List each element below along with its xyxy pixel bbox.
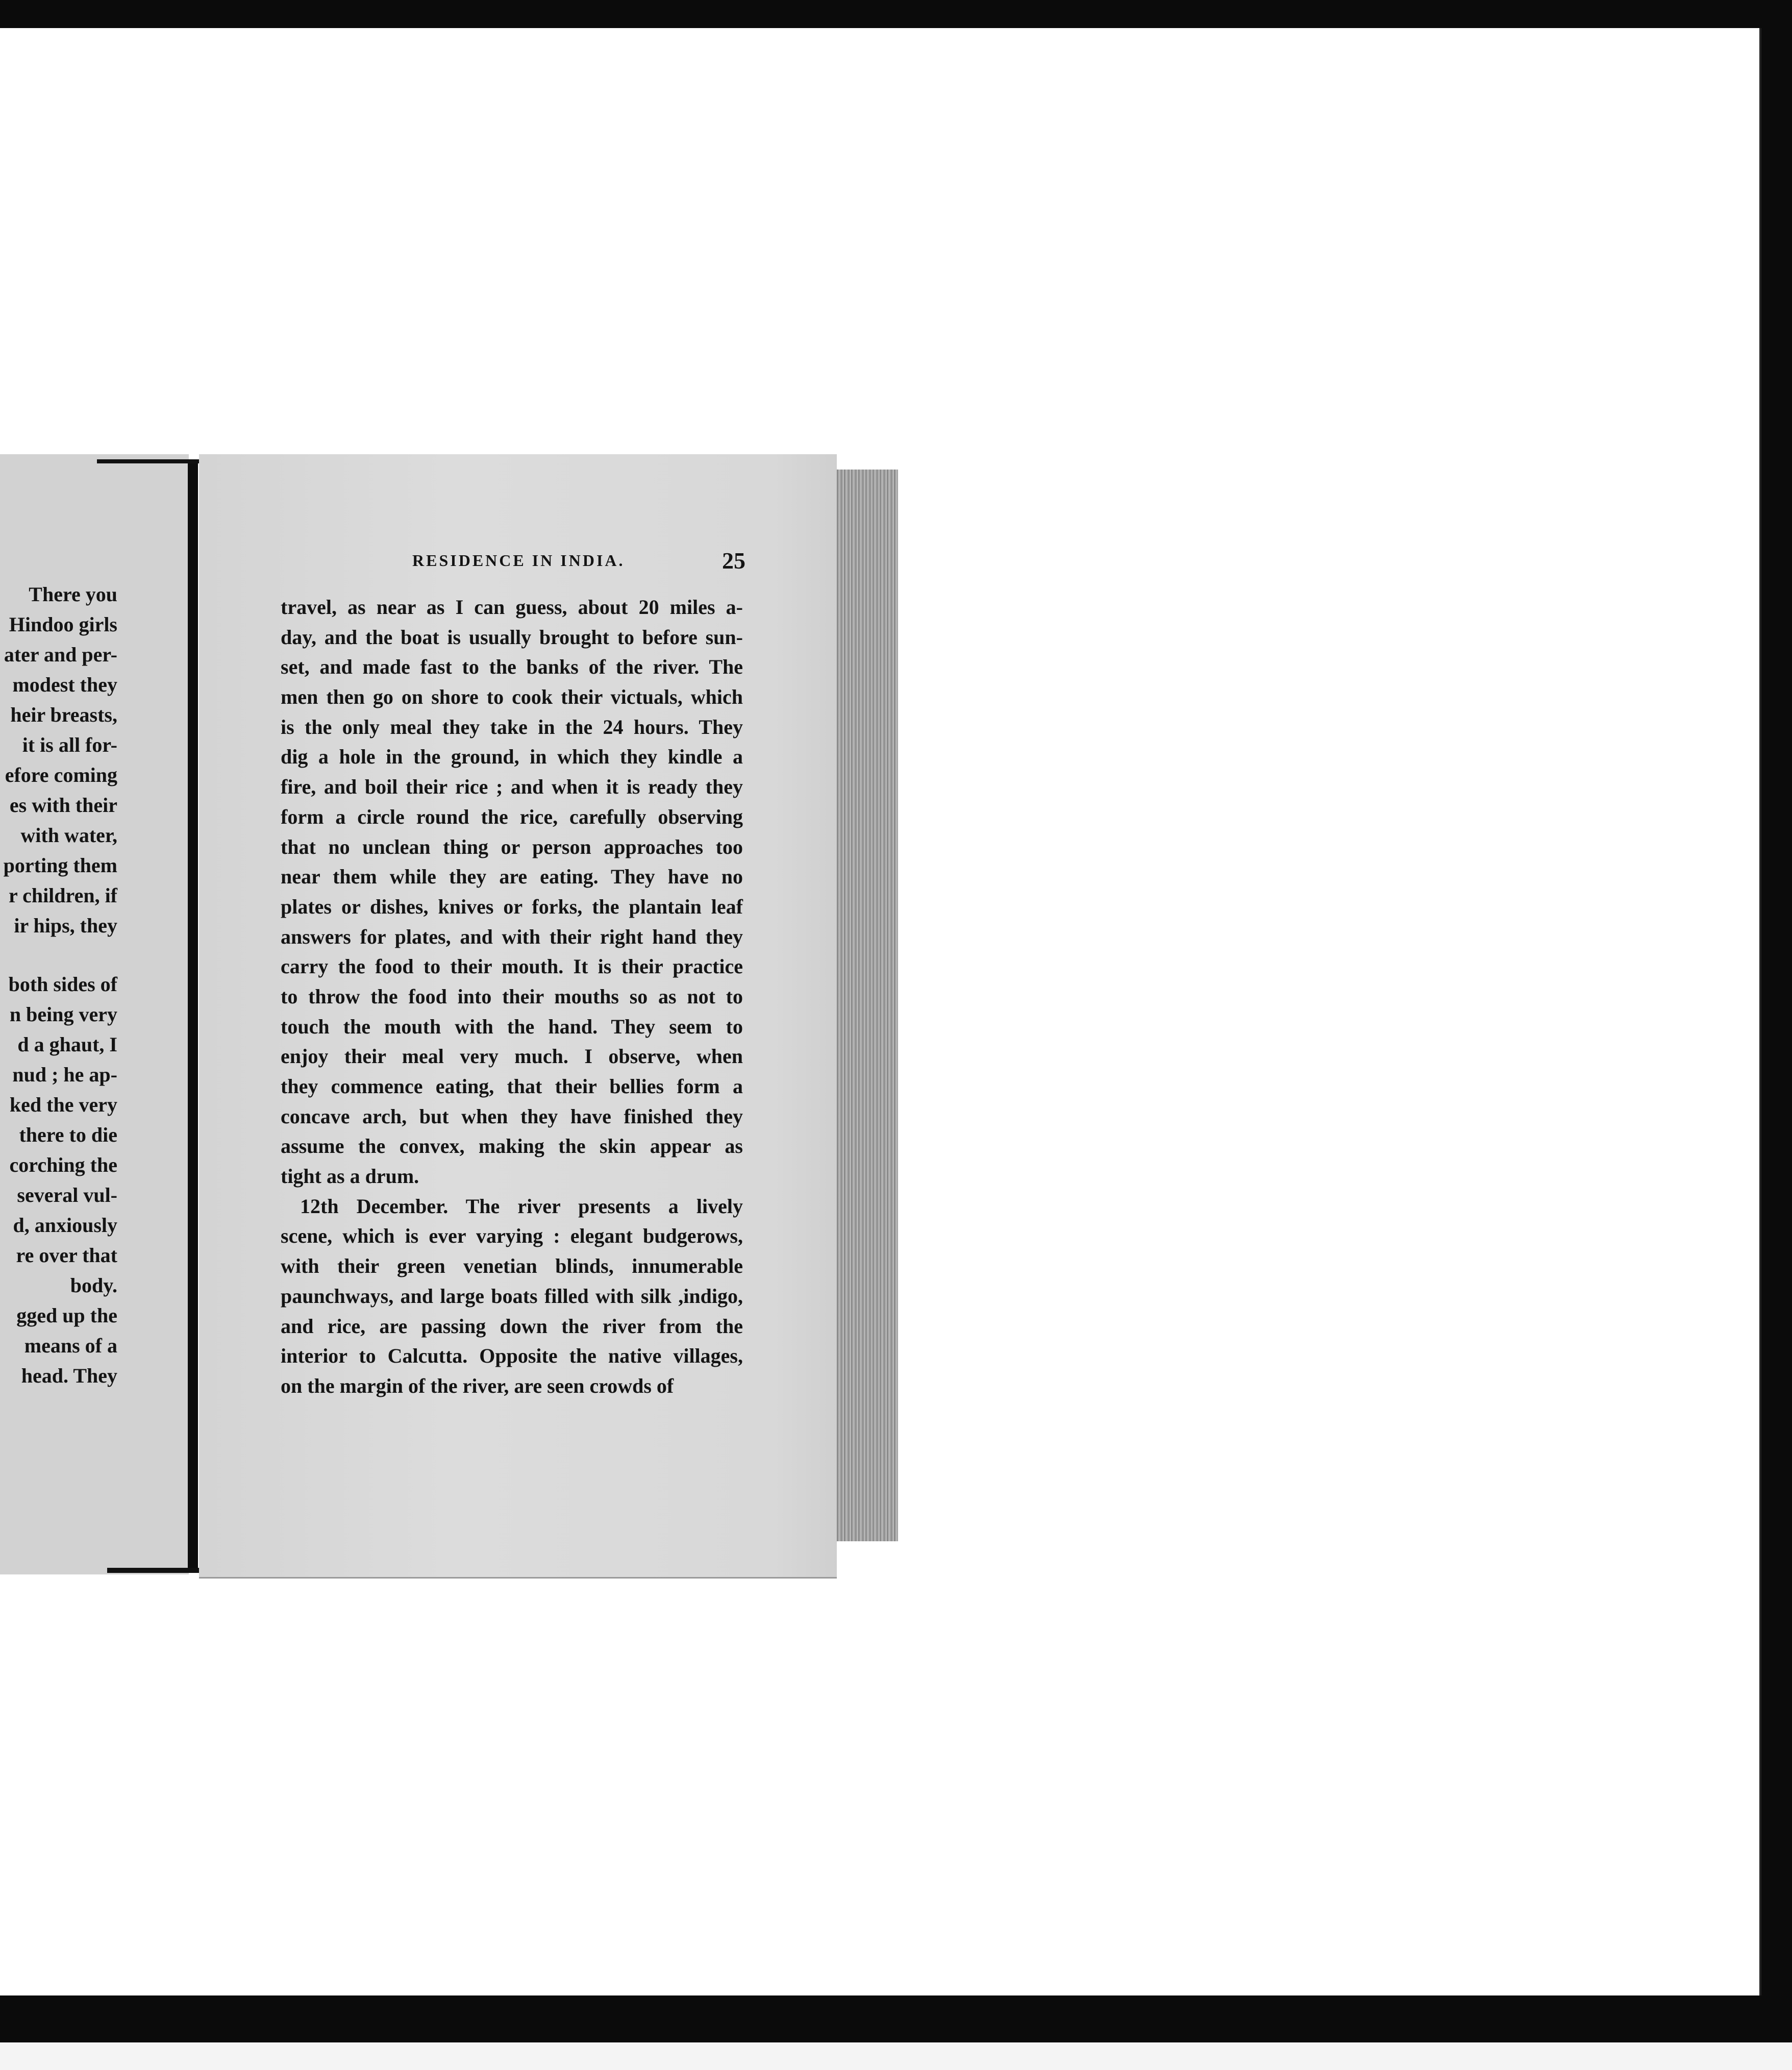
left-text-line: ked the very bbox=[9, 1093, 117, 1116]
text-line: touch the mouth with the hand. They seem to bbox=[281, 1015, 743, 1038]
left-text-line: both sides of bbox=[8, 973, 117, 996]
left-text-line: There you bbox=[29, 583, 117, 606]
text-line: they commence eating, that their bellies form a bbox=[281, 1075, 743, 1098]
left-text-line: es with their bbox=[9, 794, 117, 817]
page-number: 25 bbox=[722, 548, 745, 574]
book-gutter bbox=[188, 463, 198, 1572]
left-text-line: Hindoo girls bbox=[9, 613, 117, 636]
text-line: plates or dishes, knives or forks, the plantain leaf bbox=[281, 895, 743, 918]
text-line: answers for plates, and with their right hand they bbox=[281, 925, 743, 948]
left-text-line: re over that bbox=[16, 1244, 117, 1267]
sheet-right-edge bbox=[1759, 28, 1761, 1995]
text-line: near them while they are eating. They have no bbox=[281, 865, 743, 889]
text-line: with their green venetian blinds, innumerable bbox=[281, 1254, 743, 1278]
text-line: to throw the food into their mouths so as not to bbox=[281, 984, 743, 1008]
left-text-line: ater and per- bbox=[4, 643, 117, 666]
right-page-text bbox=[281, 593, 743, 1401]
left-text-line: nud ; he ap- bbox=[12, 1063, 117, 1086]
left-text-line: d, anxiously bbox=[13, 1214, 117, 1237]
text-line: enjoy their meal very much. I observe, when bbox=[281, 1045, 743, 1068]
left-text-line: n being very bbox=[9, 1003, 117, 1026]
left-text-line: efore coming bbox=[5, 763, 117, 786]
book-fore-edge bbox=[837, 470, 898, 1541]
left-text-line: with water, bbox=[20, 824, 117, 847]
left-text-line: modest they bbox=[12, 673, 117, 696]
text-line: interior to Calcutta. Opposite the native villages, bbox=[281, 1344, 743, 1368]
running-head: RESIDENCE IN INDIA. bbox=[412, 551, 625, 570]
text-line: day, and the boat is usually brought to before sun- bbox=[281, 625, 743, 649]
text-line: scene, which is ever varying : elegant budgerows, bbox=[281, 1224, 743, 1248]
left-text-line: it is all for- bbox=[22, 733, 117, 756]
text-line: and rice, are passing down the river from the bbox=[281, 1314, 743, 1338]
left-text-line: r children, if bbox=[9, 884, 117, 907]
text-line: concave arch, but when they have finished they bbox=[281, 1104, 743, 1128]
film-bottom-strip bbox=[0, 2042, 1792, 2070]
left-text-line: porting them bbox=[3, 854, 117, 877]
left-text-line: there to die bbox=[19, 1123, 117, 1146]
left-page bbox=[0, 454, 189, 1574]
left-text-line: body. bbox=[70, 1274, 117, 1297]
text-line: men then go on shore to cook their victuals, which bbox=[281, 685, 743, 709]
left-text-line: means of a bbox=[24, 1334, 117, 1357]
left-text-line: several vul- bbox=[17, 1184, 117, 1206]
left-text-line: heir breasts, bbox=[10, 703, 117, 726]
text-line: paunchways, and large boats filled with silk ,indigo, bbox=[281, 1284, 743, 1308]
text-line: set, and made fast to the banks of the river. The bbox=[281, 655, 743, 679]
text-line: assume the convex, making the skin appear as bbox=[281, 1135, 743, 1158]
left-text-line: corching the bbox=[9, 1153, 117, 1176]
text-line: dig a hole in the ground, in which they kindle a bbox=[281, 745, 743, 769]
left-text-line: ir hips, they bbox=[14, 914, 117, 937]
text-line: 12th December. The river presents a lively bbox=[300, 1194, 743, 1218]
text-line: is the only meal they take in the 24 hours. They bbox=[281, 715, 743, 738]
text-line: carry the food to their mouth. It is their practice bbox=[281, 955, 743, 978]
text-line: tight as a drum. bbox=[281, 1165, 419, 1188]
left-text-line: gged up the bbox=[16, 1304, 117, 1327]
text-line: travel, as near as I can guess, about 20 miles a- bbox=[281, 596, 743, 619]
text-line: form a circle round the rice, carefully observing bbox=[281, 805, 743, 828]
text-line: that no unclean thing or person approaches too bbox=[281, 835, 743, 858]
text-line: fire, and boil their rice ; and when it is ready they bbox=[281, 775, 743, 799]
text-line: on the margin of the river, are seen crowds of bbox=[281, 1374, 674, 1397]
left-text-line: head. They bbox=[21, 1364, 117, 1387]
left-text-line: d a ghaut, I bbox=[17, 1033, 117, 1056]
